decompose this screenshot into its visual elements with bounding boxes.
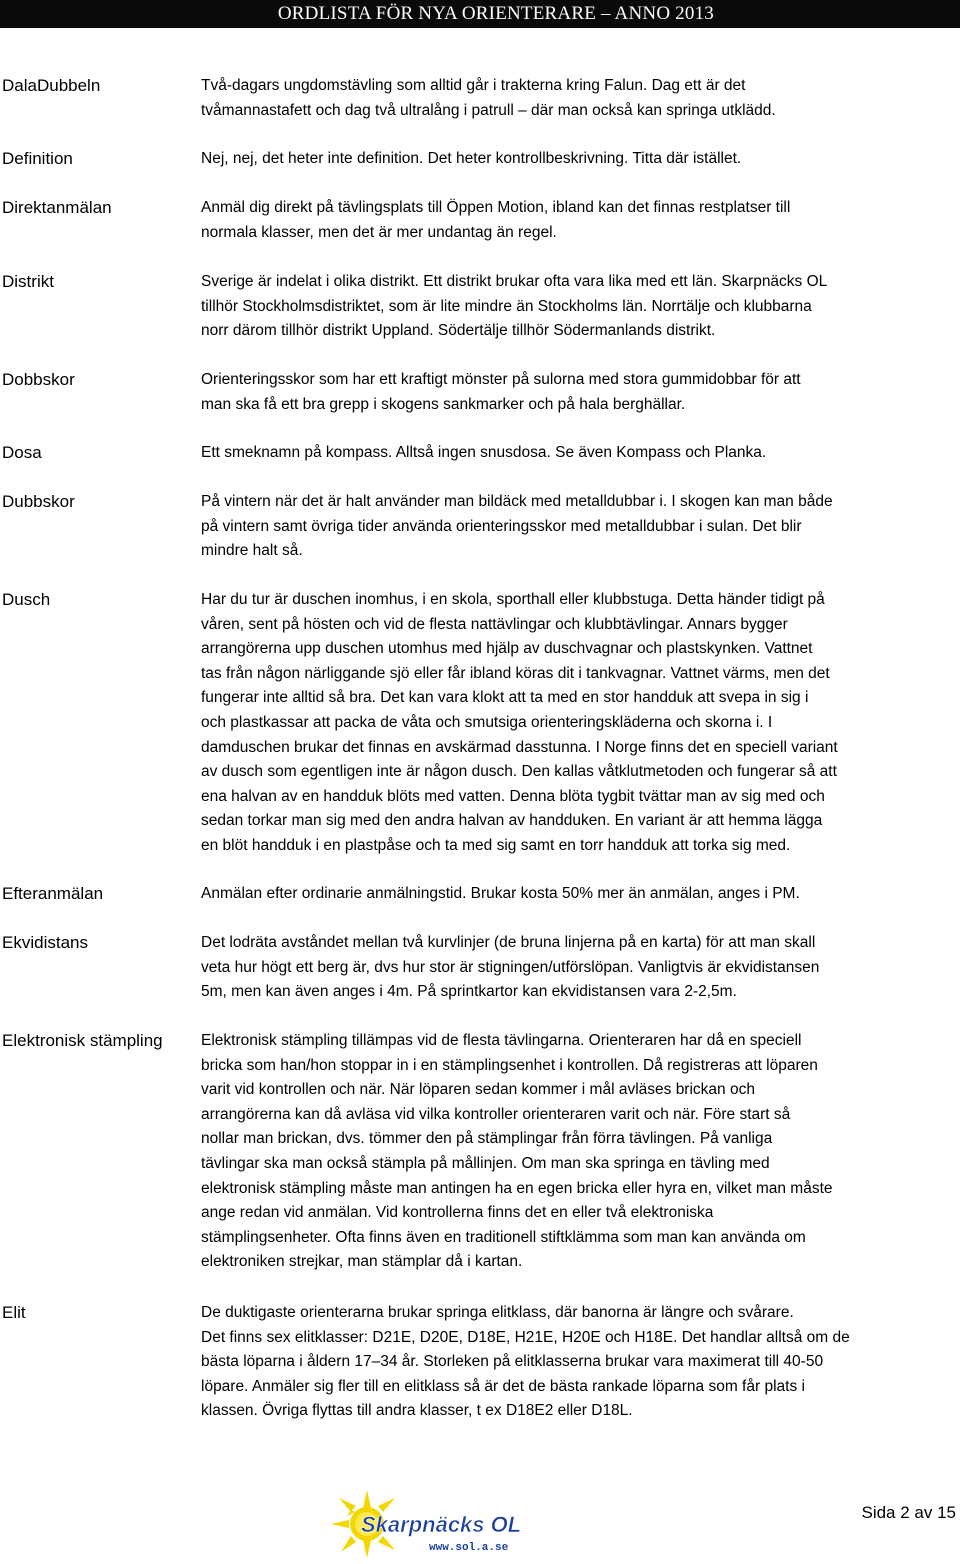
entry-definition: [201, 931, 958, 1005]
definition-line: tillhör Stockholmsdistriktet, som är lite mindre än Stockholms län. Norrtälje och klubbarna: [201, 297, 812, 315]
definition-line: ena halvan av en handduk blöts med vatten. Denna blöta tygbit tvättar man av sig med och: [201, 787, 825, 805]
entry-definition: [201, 270, 958, 344]
entry-term: Elit: [2, 1303, 26, 1322]
definition-line: löpare. Anmäler sig fler till en elitklass så är det de bästa rankade löparna som får plats i: [201, 1377, 805, 1395]
entry-term: Definition: [2, 149, 73, 168]
definition-line: Anmälan efter ordinarie anmälningstid. Brukar kosta 50% mer än anmälan, anges i PM.: [201, 885, 800, 902]
entry-term: Dusch: [2, 590, 51, 609]
definition-line: nollar man brickan, dvs. tömmer den på stämplingar från förra tävlingen. På vanliga: [201, 1130, 773, 1148]
entry-term: Direktanmälan: [2, 198, 112, 217]
definition-line: en blöt handduk i en plastpåse och ta med sig samt en torr handduk att torka sig med.: [201, 836, 791, 854]
entry-definition: [201, 1301, 958, 1424]
entry-definition: [201, 1029, 958, 1275]
entry-definition: [201, 441, 958, 466]
entry-definition: [201, 74, 958, 123]
definition-line: veta hur högt ett berg är, dvs hur stor är stigningen/utförslöpan. Vanligtvis är ekvidistansen: [201, 958, 820, 976]
entry-definition: [201, 196, 958, 245]
entry-definition: [201, 490, 958, 564]
definition-line: mindre halt så.: [201, 542, 303, 560]
definition-line: Två-dagars ungdomstävling som alltid går i trakterna kring Falun. Dag ett är det: [201, 77, 746, 94]
definition-line: sedan torkar man sig med den andra halvan av handduken. En variant är att hemma lägga: [201, 812, 823, 830]
definition-line: På vintern när det är halt använder man bildäck med metalldubbar i. I skogen kan man både: [201, 493, 833, 510]
definition-line: ange redan vid anmälan. Vid kontrollerna finns det en eller två elektroniska: [201, 1204, 714, 1222]
definition-line: Nej, nej, det heter inte definition. Det heter kontrollbeskrivning. Titta där istället.: [201, 150, 742, 167]
definition-line: och plastkassar att packa de våta och smutsiga orienteringskläderna och skorna i. I: [201, 713, 773, 731]
definition-line: arrangörerna kan då avläsa vid vilka kontroller orienteraren varit och när. Före start så: [201, 1105, 791, 1123]
definition-line: man ska få ett bra grepp i skogens sankmarker och på hala berghällar.: [201, 395, 686, 413]
definition-line: varit vid kontrollen och när. När löparen sedan kommer i mål avläses brickan och: [201, 1081, 755, 1099]
definition-line: fungerar inte alltid så bra. Det kan vara klokt att ta med en stor handduk att svepa in sig i: [201, 689, 809, 707]
definition-line: norr därom tillhör distrikt Uppland. Södertälje tillhör Södermanlands distrikt.: [201, 322, 716, 340]
definition-line: elektronisk stämpling måste man antingen ha en egen bricka eller hyra en, vilket man måste: [201, 1179, 833, 1197]
entry-term: Dobbskor: [2, 370, 75, 389]
definition-line: De duktigaste orienterarna brukar springa elitklass, där banorna är längre och svårare.: [201, 1304, 794, 1321]
definition-line: av dusch som egentligen inte är någon dusch. Den kallas våtklutmetoden och fungerar så att: [201, 763, 837, 781]
entry-term: Efteranmälan: [2, 884, 104, 903]
entry-term: DalaDubbeln: [2, 76, 101, 95]
definition-line: bricka som han/hon stoppar in i en stämplingsenhet i kontrollen. Då registreras att löparen: [201, 1056, 818, 1074]
document-title: ORDLISTA FÖR NYA ORIENTERARE – ANNO 2013: [277, 3, 714, 24]
entry-term: Dosa: [2, 443, 42, 462]
definition-line: Det lodräta avståndet mellan två kurvlinjer (de bruna linjerna på en karta) för att man skall: [201, 934, 816, 951]
definition-line: arrangörerna upp duschen utomhus med hjälp av duschvagnar och plastskynken. Vattnet: [201, 640, 813, 658]
definition-line: Det finns sex elitklasser: D21E, D20E, D18E, H21E, H20E och H18E. Det handlar alltså om de: [201, 1328, 850, 1346]
page-number: Sida 2 av 15: [861, 1503, 956, 1522]
definition-line: bästa löparna i åldern 17–34 år. Storleken på elitklasserna brukar vara maximerat till 40-50: [201, 1353, 824, 1371]
entry-term: Ekvidistans: [2, 933, 88, 952]
definition-line: klassen. Övriga flyttas till andra klasser, t ex D18E2 eller D18L.: [201, 1402, 633, 1420]
definition-line: normala klasser, men det är mer undantag än regel.: [201, 223, 557, 241]
definition-line: på vintern samt övriga tider använda orienteringsskor med metalldubbar i sulan. Det blir: [201, 517, 802, 535]
definition-line: 5m, men kan även anges i 4m. På sprintkartor kan ekvidistansen vara 2-2,5m.: [201, 983, 737, 1001]
definition-line: Elektronisk stämpling tillämpas vid de flesta tävlingarna. Orienteraren har då en speciell: [201, 1032, 802, 1049]
entry-definition: [201, 588, 958, 859]
definition-line: stämplingsenheter. Ofta finns även en traditionell stiftklämma som man kan använda om: [201, 1228, 806, 1246]
definition-line: damduschen brukar det finnas en avskärmad dasstunna. I Norge finns det en speciell variant: [201, 738, 838, 756]
entry-term: Distrikt: [2, 272, 54, 291]
entry-definition: [201, 368, 958, 417]
definition-line: våren, sent på hösten och vid de flesta nattävlingar och klubbtävlingar. Annars bygger: [201, 615, 788, 633]
definition-line: Anmäl dig direkt på tävlingsplats till Öppen Motion, ibland kan det finnas restplatser till: [201, 199, 791, 216]
definition-line: elektroniken strejkar, man stämplar då i kartan.: [201, 1253, 523, 1271]
definition-line: Ett smeknamn på kompass. Alltså ingen snusdosa. Se även Kompass och Planka.: [201, 444, 767, 461]
entry-definition: [201, 147, 958, 172]
skarpnacks-ol-logo: [331, 1488, 521, 1558]
definition-line: Orienteringsskor som har ett kraftigt mönster på sulorna med stora gummidobbar för att: [201, 371, 801, 388]
entry-term: Dubbskor: [2, 492, 75, 511]
definition-line: tvåmannastafett och dag två ultralång i patrull – där man också kan springa utklädd.: [201, 101, 776, 119]
logo-name: Skarpnäcks OL: [361, 1512, 521, 1537]
logo-url: www.sol.a.se: [429, 1542, 509, 1554]
definition-line: tas från någon närliggande sjö eller får ibland köras dit i tankvagnar. Vattnet värms, men det: [201, 664, 830, 682]
definition-line: Sverige är indelat i olika distrikt. Ett distrikt brukar ofta vara lika med ett län. Skarpnäcks OL: [201, 273, 828, 290]
entry-definition: [201, 882, 958, 907]
definition-line: Har du tur är duschen inomhus, i en skola, sporthall eller klubbstuga. Detta händer tidigt på: [201, 591, 825, 608]
entry-term: Elektronisk stämpling: [2, 1031, 163, 1050]
definition-line: tävlingar ska man också stämpla på mållinjen. Om man ska springa en tävling med: [201, 1154, 770, 1172]
